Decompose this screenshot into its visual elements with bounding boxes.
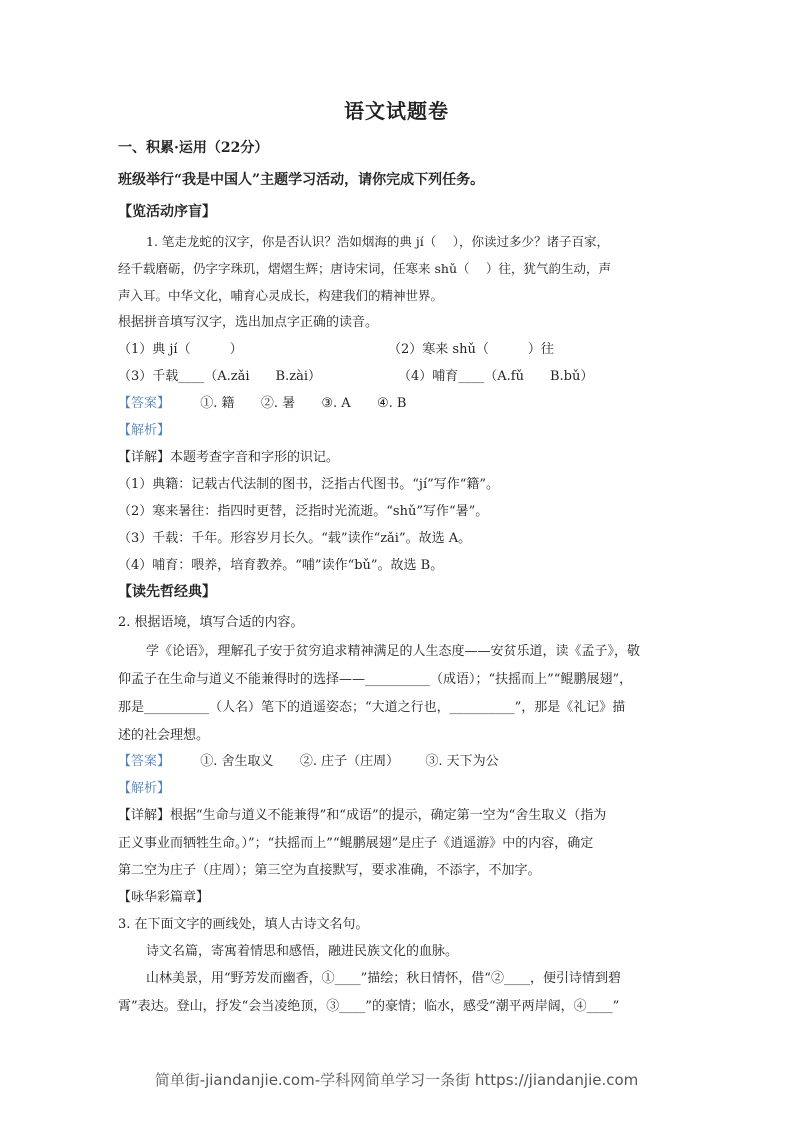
q2-passage-line: 仰孟子在生命与道义不能兼得时的选择——__________（成语）；“扶摇而上”“鲲鹏展翅”，	[118, 672, 633, 687]
q1-passage-line: 声入耳。中华文化，哺育心灵成长，构建我们的精神世界。	[118, 288, 444, 303]
answer-item: ③. 天下为公	[425, 754, 499, 769]
q2-passage-line: 学《论语》，理解孔子安于贫穷追求精神满足的人生态度——安贫乐道，读《孟子》，敬	[146, 644, 641, 659]
q1-item-2: （2）寒来 shǔ（ ）往	[388, 342, 554, 357]
part1-heading: 【览活动序盲】	[118, 204, 216, 220]
analysis-tag: 【解析】	[118, 423, 171, 438]
q1-item-1: （1）典 jí（ ）	[118, 342, 243, 357]
q2-detail-line: 正义事业而牺牲生命。）”；“扶摇而上”“鲲鹏展翅”是庄子《逍遥游》中的内容，确定	[118, 836, 594, 851]
footer-watermark: 简单街-jiandanjie.com-学科网简单学习一条街 https://jiandanjie.com	[154, 1071, 639, 1089]
q2-detail-line: 【详解】根据“生命与道义不能兼得”和“成语”的提示，确定第一空为“舍生取义（指为	[118, 808, 607, 823]
q2-passage-line: 述的社会理想。	[118, 728, 210, 743]
answer-item: ④. B	[376, 396, 407, 411]
section-intro: 班级举行“我是中国人”主题学习活动，请你完成下列任务。	[118, 172, 485, 188]
q1-detail-line: （3）千载：千年。形容岁月长久。“载”读作“zǎi”。故选 A。	[118, 531, 472, 546]
q3-stem: 3. 在下面文字的画线处，填人古诗文名句。	[118, 917, 369, 932]
q1-answer-row	[118, 395, 406, 413]
q3-passage-line: 诗文名篇，寄寓着情思和感悟，融进民族文化的血脉。	[146, 944, 459, 959]
answer-item: ①. 舍生取义	[200, 754, 274, 769]
q1-detail-line: （4）哺育：喂养，培育教养。“哺”读作“bǔ”。故选 B。	[118, 558, 444, 573]
q3-passage-line: 山林美景，用“野芳发而幽香，①____”描绘；秋日情怀，借“②____，便引诗情到碧	[146, 971, 621, 986]
q2-passage-line: 那是__________（人名）笔下的逍遥姿态；“大道之行也，__________”，那是《礼记》描	[118, 700, 626, 715]
part3-heading: 【咏华彩篇章】	[118, 890, 210, 905]
answer-item: ②. 庄子（庄周）	[299, 754, 400, 769]
q1-detail-line: （1）典籍：记载古代法制的图书，泛指古代图书。“jí”写作“籍”。	[118, 477, 500, 492]
answer-item: ①. 籍	[200, 396, 235, 411]
q2-stem: 2. 根据语境，填写合适的内容。	[118, 615, 304, 630]
q1-item-3: （3）千载____（A.zǎi B.zài）	[118, 369, 321, 384]
q1-item-4: （4）哺育____（A.fǔ B.bǔ）	[398, 369, 594, 384]
q2-detail-line: 第二空为庄子（庄周）；第三空为直接默写，要求准确，不添字，不加字。	[118, 863, 541, 878]
analysis-tag: 【解析】	[118, 781, 171, 796]
q1-passage-line: 经千载磨砺，仍字字珠玑，熠熠生辉；唐诗宋词，任寒来 shǔ（ ）往，犹气韵生动，声	[118, 261, 611, 276]
section-heading: 一、积累·运用（22分）	[118, 140, 269, 156]
page-title: 语文试题卷	[344, 99, 449, 123]
q1-passage-line: 1. 笔走龙蛇的汉字，你是否认识？浩如烟海的典 jí（ ），你读过多少？诸子百家，	[146, 234, 609, 249]
q1-detail-line: （2）寒来暑往：指四时更替，泛指时光流逝。“shǔ”写作“暑”。	[118, 504, 489, 519]
answer-item: ③. A	[321, 396, 351, 411]
answer-tag: 【答案】	[118, 754, 171, 769]
answer-item: ②. 暑	[260, 396, 296, 411]
q1-instruction: 根据拼音填写汉字，选出加点字正确的读音。	[118, 315, 379, 330]
q3-passage-line: 霄”表达。登山，抒发“会当凌绝顶，③____”的豪情；临水，感受“潮平两岸阔，④____”	[118, 999, 620, 1014]
part2-heading: 【读先哲经典】	[118, 584, 216, 600]
q2-answer-row	[118, 753, 499, 771]
q1-detail-line: 【详解】本题考查字音和字形的识记。	[118, 450, 340, 465]
answer-tag: 【答案】	[118, 396, 171, 411]
